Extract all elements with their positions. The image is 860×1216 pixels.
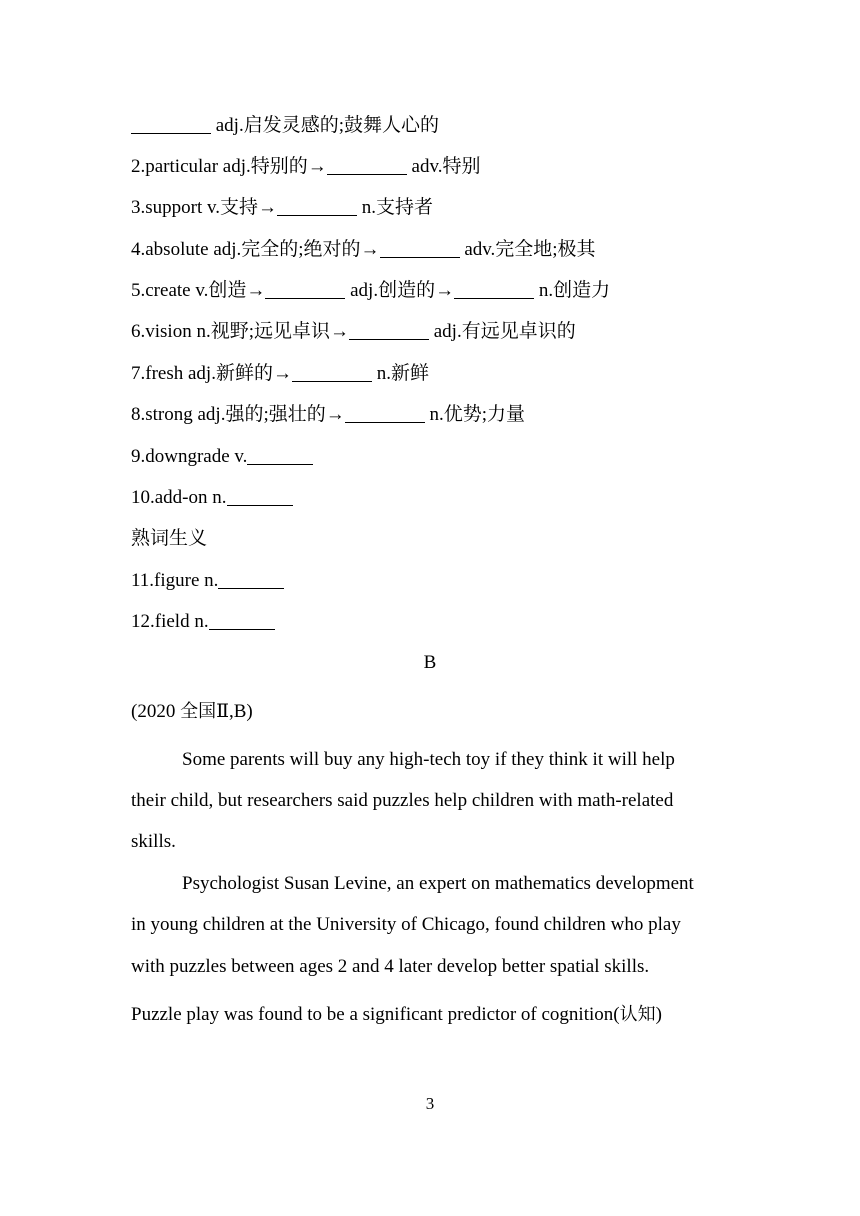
vocab-line-8 [131,403,525,427]
answer-blank[interactable] [227,487,293,506]
vocab-prompt: 7.fresh adj.新鲜的→ [131,363,292,384]
answer-blank[interactable] [265,280,345,299]
paragraph-1-line-1: Some parents will buy any high-tech toy if they think it will help [182,749,675,770]
section-heading: 熟词生义 [131,528,208,549]
paragraph-2-line-2: in young children at the University of Chicago, found children who play [131,914,681,935]
sentence-text: Puzzle play was found to be a significant predictor of cognition( [131,1004,620,1025]
vocab-definition: n.支持者 [357,197,434,218]
vocab-line-10 [131,486,293,510]
answer-blank[interactable] [209,611,275,630]
vocab-prompt: 11.figure n. [131,570,219,591]
paragraph-1-line-3: skills. [131,831,176,852]
passage-source [131,700,253,724]
vocab-definition: adj.有远见卓识的 [428,321,576,342]
vocab-line-inspiring [131,114,439,138]
answer-blank[interactable] [345,404,425,423]
answer-blank[interactable] [380,239,460,258]
vocab-definition: adj.创造的→ [345,280,455,301]
vocab-line-4 [131,238,596,262]
vocab-prompt: 2.particular adj.特别的→ [131,156,327,177]
vocab-line-2 [131,155,480,179]
vocab-prompt: 8.strong adj.强的;强壮的→ [131,404,345,425]
answer-blank[interactable] [454,280,534,299]
sentence-end: ) [655,1004,662,1025]
vocab-definition: n.创造力 [534,280,611,301]
answer-blank[interactable] [131,115,211,134]
answer-blank[interactable] [327,156,407,175]
vocab-line-9 [131,445,313,469]
vocab-line-7 [131,362,429,386]
answer-blank[interactable] [277,197,357,216]
vocab-prompt: 6.vision n.视野;远见卓识→ [131,321,349,342]
vocab-line-11 [131,569,284,593]
source-region: 全国 [180,701,217,722]
vocab-prompt: 10.add-on n. [131,487,227,508]
vocab-prompt: 12.field n. [131,611,209,632]
answer-blank[interactable] [349,321,429,340]
vocab-definition: adj.启发灵感的;鼓舞人心的 [211,115,439,136]
gloss-text: 认知 [619,1004,656,1025]
paragraph-1-line-2: their child, but researchers said puzzles help children with math-related [131,790,674,811]
vocab-definition: n.新鲜 [371,363,429,384]
vocab-definition: adv.完全地;极其 [459,239,596,260]
vocab-line-12 [131,610,275,634]
answer-blank[interactable] [292,363,372,382]
page-number: 3 [425,1094,435,1113]
vocab-line-6 [131,320,576,344]
answer-blank[interactable] [218,570,284,589]
vocab-prompt: 5.create v.创造→ [131,280,266,301]
vocab-line-3 [131,196,433,220]
source-paper: Ⅱ,B) [216,701,253,722]
vocab-definition: adv.特别 [406,156,481,177]
vocab-line-5 [131,279,610,303]
paragraph-3-line-1 [131,1003,731,1027]
passage-label: B [423,652,437,673]
vocab-prompt: 3.support v.支持→ [131,197,278,218]
paragraph-2-line-1: Psychologist Susan Levine, an expert on mathematics development [182,873,694,894]
vocab-prompt: 4.absolute adj.完全的;绝对的→ [131,239,380,260]
source-year: (2020 [131,701,181,722]
answer-blank[interactable] [247,446,313,465]
vocab-definition: n.优势;力量 [424,404,526,425]
paragraph-2-line-3: with puzzles between ages 2 and 4 later develop better spatial skills. [131,956,650,977]
vocab-prompt: 9.downgrade v. [131,446,248,467]
